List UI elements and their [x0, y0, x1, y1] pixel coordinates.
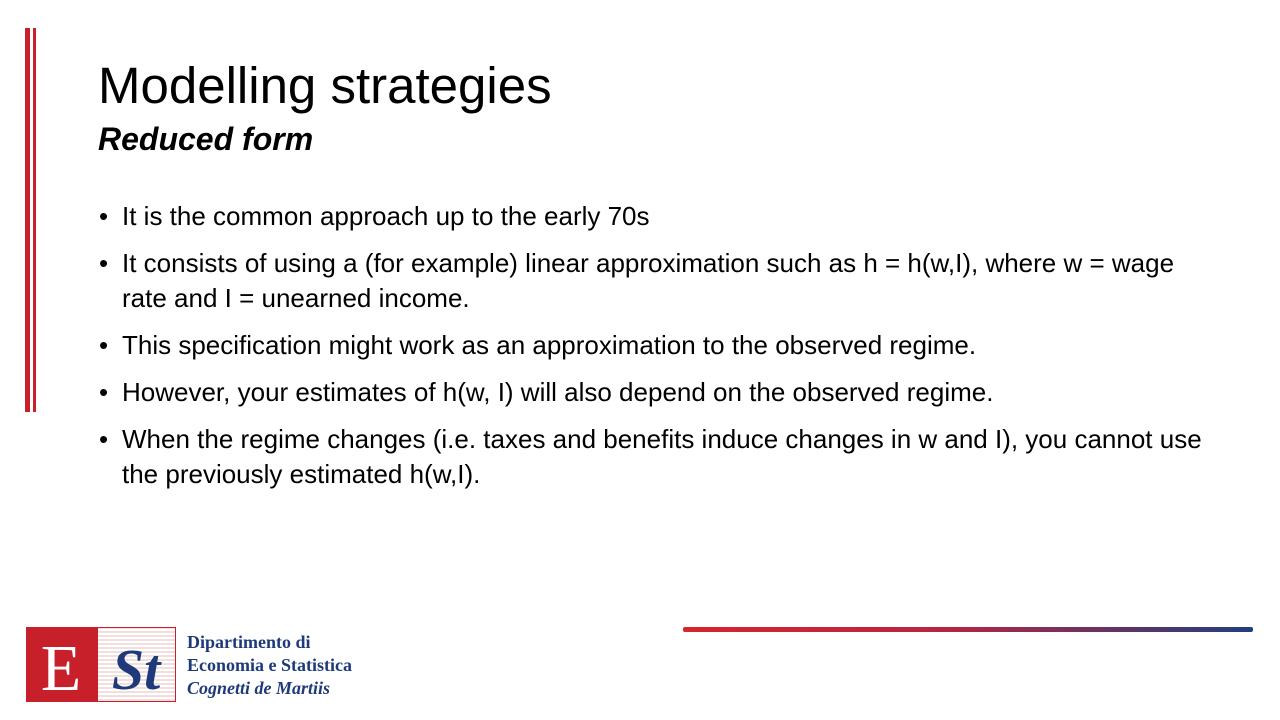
bullet-dot: •	[99, 377, 109, 407]
accent-bar-left	[25, 28, 30, 412]
bullet-dot: •	[99, 330, 109, 360]
bullet-text: It is the common approach up to the early 70s	[122, 201, 650, 231]
logo-letters-st: St	[111, 637, 161, 702]
footer-divider-line	[683, 627, 1253, 632]
est-logo	[26, 627, 176, 702]
bullet-text: This specification might work as an approximation to the observed regime.	[122, 330, 977, 360]
bullet-dot: •	[99, 201, 109, 231]
bullet-text: It consists of using a (for example) linear approximation such as h = h(w,I), where w = wage rate and I = unearned income.	[122, 248, 1175, 313]
department-line-3: Cognetti de Martiis	[187, 678, 331, 698]
bullet-item	[99, 246, 1209, 316]
slide-title: Modelling strategies	[98, 57, 552, 114]
bullet-item	[99, 328, 1209, 363]
bullet-text: However, your estimates of h(w, I) will also depend on the observed regime.	[122, 377, 994, 407]
department-line-2: Economia e Statistica	[187, 655, 352, 675]
slide-subtitle: Reduced form	[98, 121, 314, 157]
bullet-dot: •	[99, 248, 109, 278]
bullet-item	[99, 422, 1209, 492]
logo-letter-e: E	[40, 632, 82, 702]
accent-bar-left-thin	[33, 28, 36, 412]
bullet-item	[99, 375, 1209, 410]
department-name	[187, 631, 352, 700]
bullet-dot: •	[99, 424, 109, 454]
bullet-text: When the regime changes (i.e. taxes and benefits induce changes in w and I), you cannot use the previously estimated h(w,I).	[122, 424, 1202, 489]
bullet-item	[99, 199, 1209, 234]
bullet-list	[99, 199, 1209, 504]
department-line-1: Dipartimento di	[187, 632, 311, 652]
